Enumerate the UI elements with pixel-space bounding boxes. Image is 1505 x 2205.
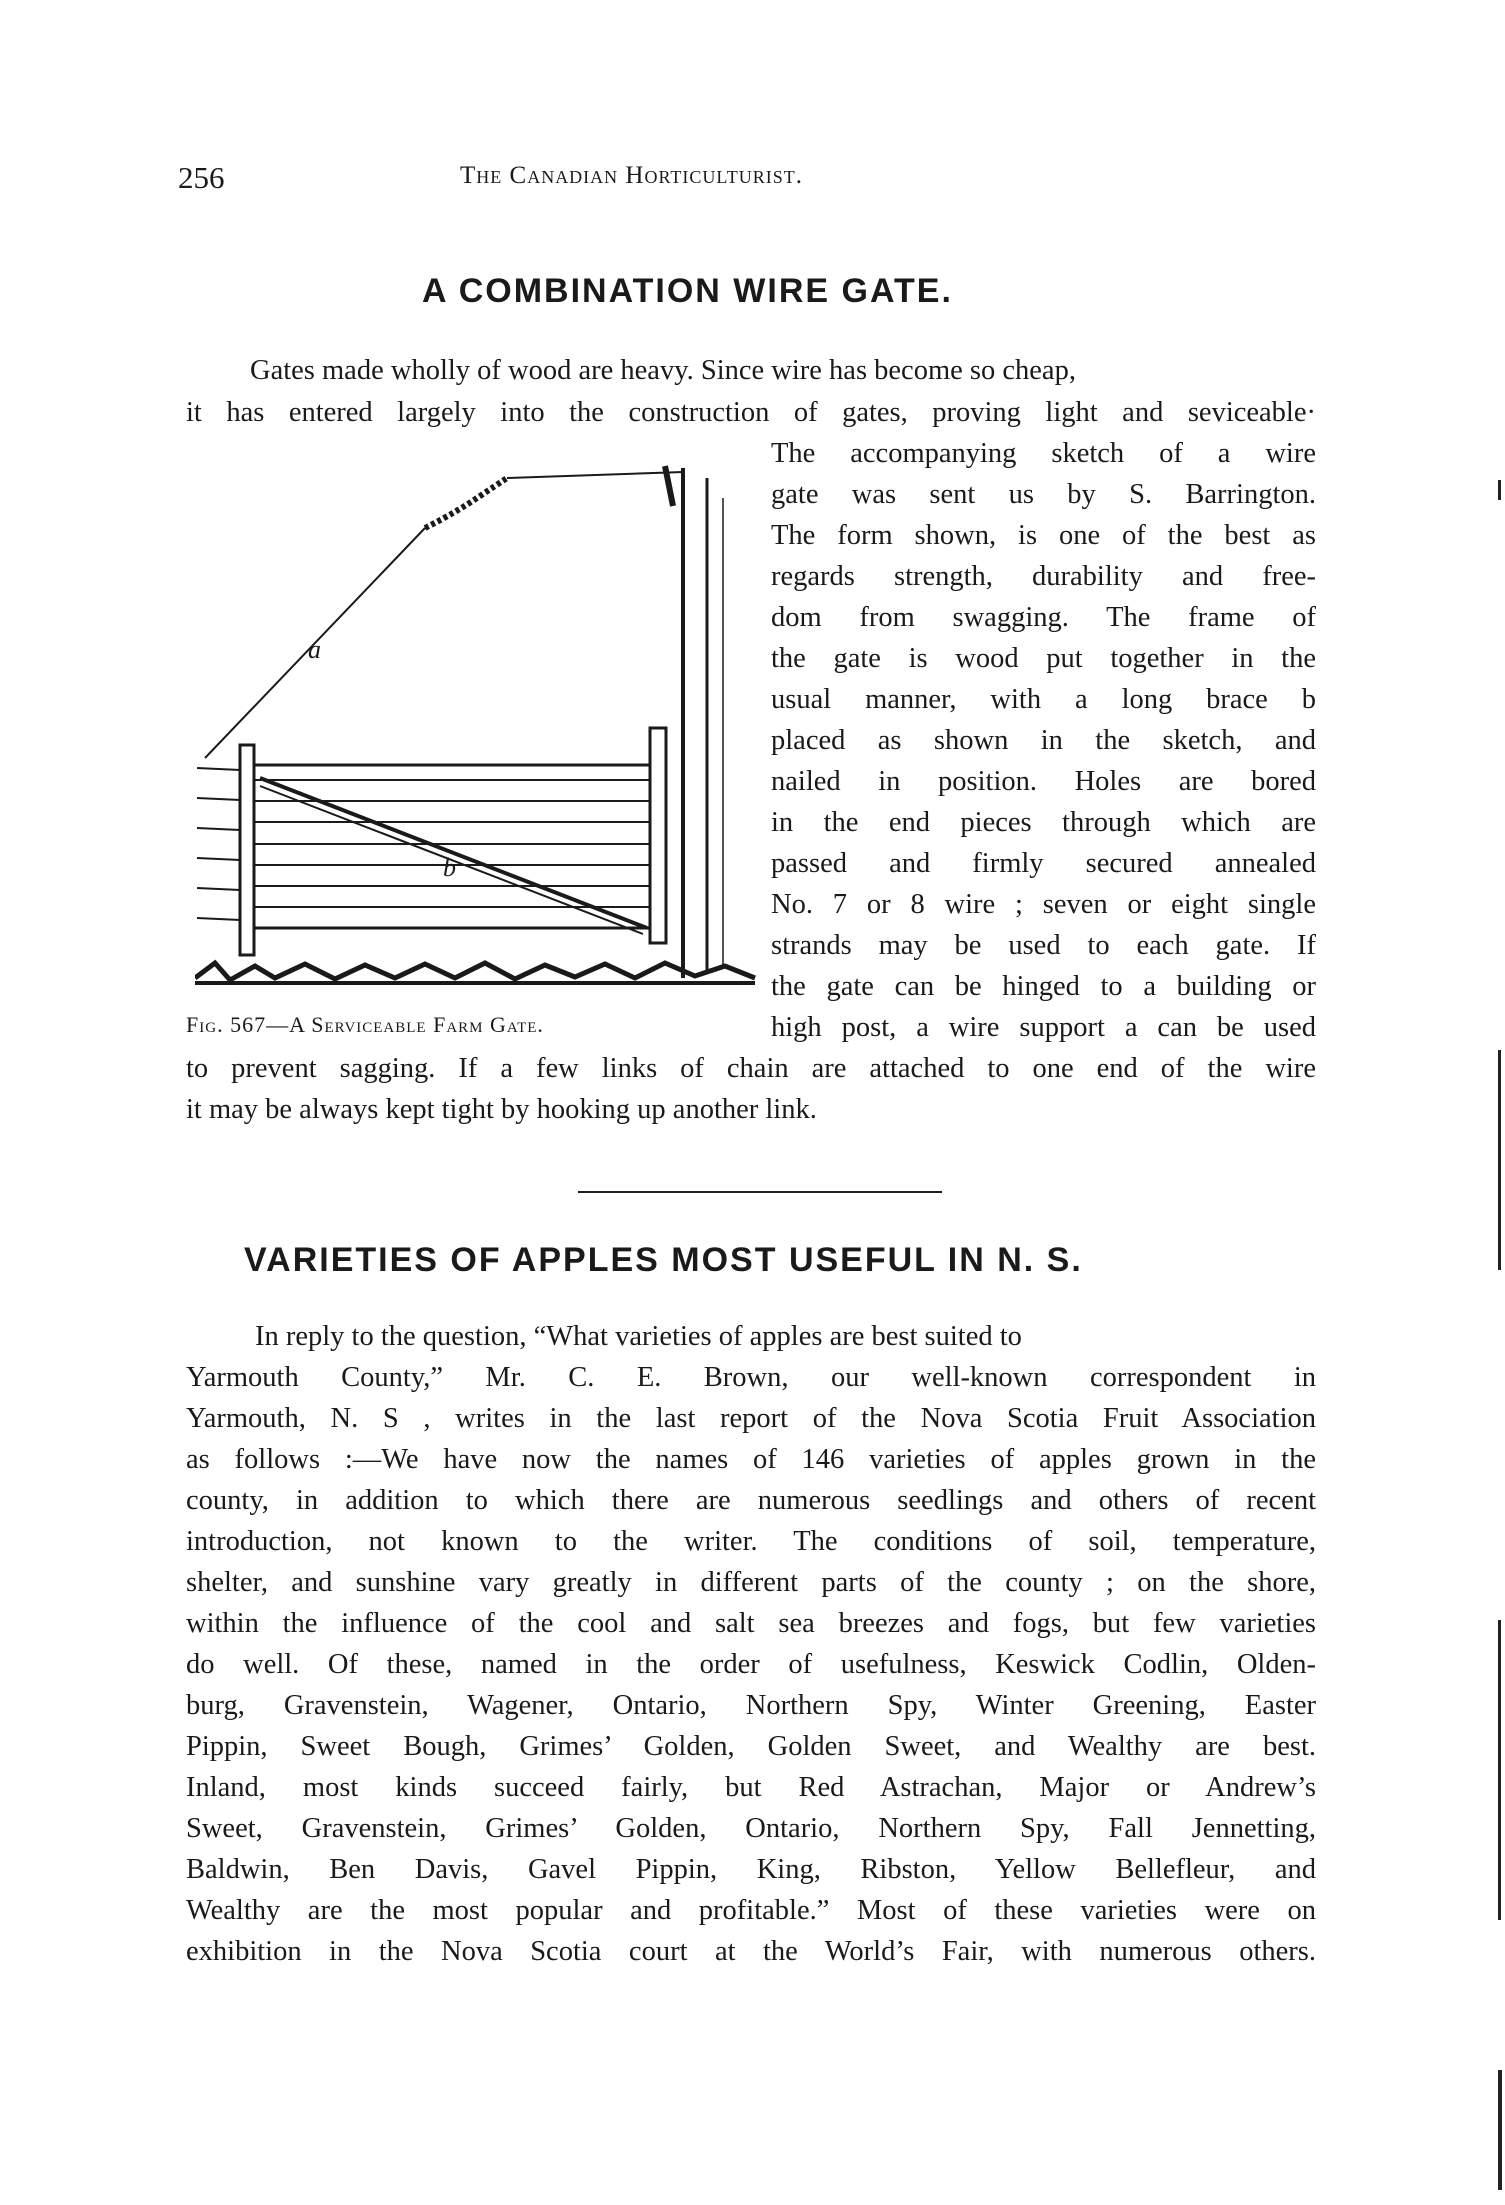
scan-edge-mark	[1498, 2070, 1502, 2190]
scan-edge-mark	[1498, 480, 1501, 500]
paragraph-line: burg, Gravenstein, Wagener, Ontario, Northern Spy, Winter Greening, Easter	[186, 1690, 1316, 1721]
paragraph-line: usual manner, with a long brace b	[771, 684, 1316, 715]
paragraph-line: high post, a wire support a can be used	[771, 1012, 1316, 1043]
paragraph-line: Gates made wholly of wood are heavy. Since wire has become so cheap,	[250, 355, 1076, 386]
label-b: b	[443, 853, 456, 882]
article-title-wire-gate: A COMBINATION WIRE GATE.	[422, 272, 953, 310]
paragraph-line: Wealthy are the most popular and profitable.” Most of these varieties were on	[186, 1895, 1316, 1926]
paragraph-line: Inland, most kinds succeed fairly, but Red Astrachan, Major or Andrew’s	[186, 1772, 1316, 1803]
paragraph-line: within the influence of the cool and salt sea breezes and fogs, but few varieties	[186, 1608, 1316, 1639]
paragraph-line: No. 7 or 8 wire ; seven or eight single	[771, 889, 1316, 920]
paragraph-line: Sweet, Gravenstein, Grimes’ Golden, Ontario, Northern Spy, Fall Jennetting,	[186, 1813, 1316, 1844]
paragraph-line: placed as shown in the sketch, and	[771, 725, 1316, 756]
section-divider	[578, 1191, 942, 1193]
article-title-apples: VARIETIES OF APPLES MOST USEFUL IN N. S.	[244, 1241, 1083, 1279]
paragraph-line: In reply to the question, “What varieties of apples are best suited to	[255, 1321, 1022, 1352]
page-number: 256	[178, 160, 225, 195]
paragraph-line: the gate is wood put together in the	[771, 643, 1316, 674]
scan-edge-mark	[1498, 1050, 1501, 1270]
farm-gate-figure	[195, 458, 765, 1003]
paragraph-line: strands may be used to each gate. If	[771, 930, 1316, 961]
paragraph-line: it has entered largely into the construction of gates, proving light and seviceable·	[186, 397, 1316, 428]
paragraph-line: do well. Of these, named in the order of usefulness, Keswick Codlin, Olden-	[186, 1649, 1316, 1680]
paragraph-line: to prevent sagging. If a few links of chain are attached to one end of the wire	[186, 1053, 1316, 1084]
paragraph-line: passed and firmly secured annealed	[771, 848, 1316, 879]
paragraph-line: regards strength, durability and free-	[771, 561, 1316, 592]
paragraph-line: county, in addition to which there are numerous seedlings and others of recent	[186, 1485, 1316, 1516]
scan-edge-mark	[1498, 1620, 1501, 1920]
paragraph-line: in the end pieces through which are	[771, 807, 1316, 838]
paragraph-line: Yarmouth, N. S , writes in the last report of the Nova Scotia Fruit Association	[186, 1403, 1316, 1434]
paragraph-line: Pippin, Sweet Bough, Grimes’ Golden, Golden Sweet, and Wealthy are best.	[186, 1731, 1316, 1762]
paragraph-line: shelter, and sunshine vary greatly in different parts of the county ; on the shore,	[186, 1567, 1316, 1598]
paragraph-line: Yarmouth County,” Mr. C. E. Brown, our well-known correspondent in	[186, 1362, 1316, 1393]
label-a: a	[308, 635, 321, 664]
paragraph-line: Baldwin, Ben Davis, Gavel Pippin, King, Ribston, Yellow Bellefleur, and	[186, 1854, 1316, 1885]
figure-caption: Fig. 567—A Serviceable Farm Gate.	[186, 1012, 544, 1037]
paragraph-line: dom from swagging. The frame of	[771, 602, 1316, 633]
paragraph-line: gate was sent us by S. Barrington.	[771, 479, 1316, 510]
paragraph-line: introduction, not known to the writer. The conditions of soil, temperature,	[186, 1526, 1316, 1557]
paragraph-line: the gate can be hinged to a building or	[771, 971, 1316, 1002]
paragraph-line: exhibition in the Nova Scotia court at the World’s Fair, with numerous others.	[186, 1936, 1316, 1967]
running-title: The Canadian Horticulturist.	[460, 162, 803, 189]
paragraph-line: it may be always kept tight by hooking up another link.	[186, 1094, 817, 1125]
paragraph-line: The accompanying sketch of a wire	[771, 438, 1316, 469]
paragraph-line: as follows :—We have now the names of 146 varieties of apples grown in the	[186, 1444, 1316, 1475]
paragraph-line: nailed in position. Holes are bored	[771, 766, 1316, 797]
paragraph-line: The form shown, is one of the best as	[771, 520, 1316, 551]
